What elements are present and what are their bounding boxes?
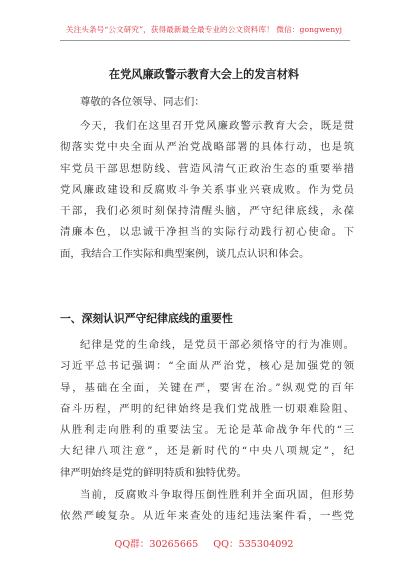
paragraph-line: 纪律是党的生命线，是党员干部必须恪守的行为准则。 bbox=[80, 339, 354, 351]
header-divider bbox=[60, 40, 350, 41]
paragraph-line: 彻落实党中央全面从严治党战略部署的具体行动，也是筑 bbox=[60, 141, 354, 154]
paragraph-discipline bbox=[60, 335, 354, 484]
paragraph-line: 干部，我们必须时刻保持清醒头脑，严守纪律底线，永葆 bbox=[60, 205, 354, 218]
footer-qq-group: QQ群：30265665 bbox=[114, 539, 199, 550]
header-banner: 关注头条号“公文研究”，获得最新最全最专业的公文资料库！ 微信：gongwenyj bbox=[65, 25, 343, 34]
paragraph-line: 依然严峻复杂。从近年来查处的违纪违法案件看，一些党 bbox=[60, 510, 354, 523]
section-heading: 一、深刻认识严守纪律底线的重要性 bbox=[60, 312, 233, 325]
paragraph-line: 面，我结合工作实际和典型案例，谈几点认识和体会。 bbox=[60, 247, 310, 260]
paragraph-situation bbox=[60, 485, 354, 528]
paragraph-line: 牢党员干部思想防线、营造风清气正政治生态的重要举措 bbox=[60, 162, 354, 175]
paragraph-line: 导，基础在全面，关键在严，要害在治。”纵观党的百年 bbox=[60, 381, 354, 394]
paragraph-line: 今天，我们在这里召开党风廉政警示教育大会，既是贯 bbox=[80, 120, 354, 132]
paragraph-line: 清廉本色，以忠诚干净担当的实际行动践行初心使命。下 bbox=[60, 226, 354, 239]
footer-contact bbox=[0, 536, 408, 550]
paragraph-line: 大纪律八项注意”，还是新时代的“中央八项规定”，纪 bbox=[60, 445, 354, 458]
paragraph-line: 当前，反腐败斗争取得压倒性胜利并全面巩固，但形势 bbox=[80, 489, 354, 501]
paragraph-line: 从胜利走向胜利的重要法宝。无论是革命战争年代的“三 bbox=[60, 424, 354, 437]
salutation: 尊敬的各位领导、同志们： bbox=[80, 96, 205, 108]
paragraph-line: 党风廉政建设和反腐败斗争关系事业兴衰成败。作为党员 bbox=[60, 183, 354, 196]
paragraph-intro bbox=[60, 116, 354, 265]
paragraph-line: 律严明始终是党的鲜明特质和独特优势。 bbox=[60, 466, 248, 479]
footer-qq: QQ：535304092 bbox=[213, 539, 294, 550]
document-title: 在党风廉政警示教育大会上的发言材料 bbox=[108, 67, 300, 81]
paragraph-line: 奋斗历程，严明的纪律始终是我们党战胜一切艰难险阻、 bbox=[60, 402, 354, 415]
paragraph-line: 习近平总书记强调：“全面从严治党，核心是加强党的领 bbox=[60, 360, 354, 373]
